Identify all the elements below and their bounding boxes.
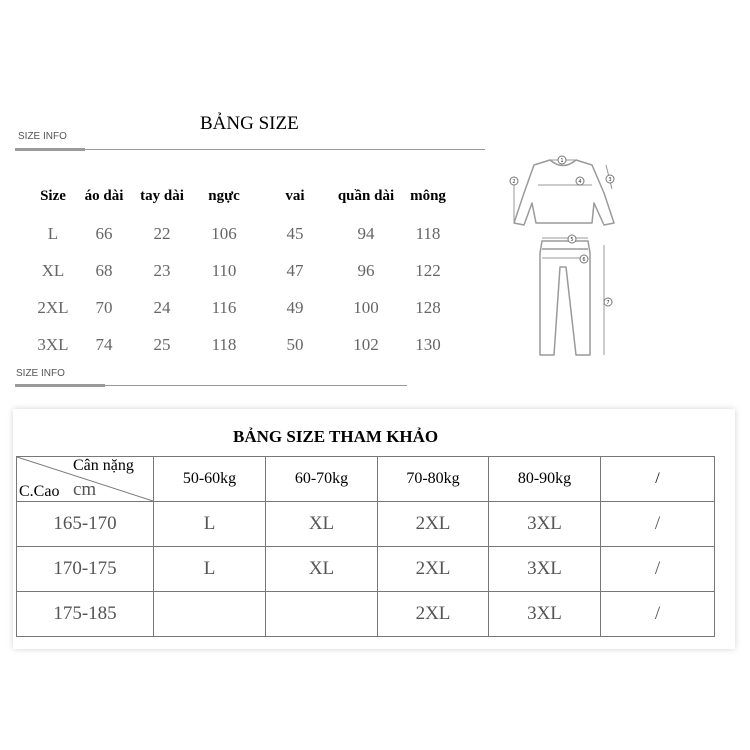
size-info-label-bottom: SIZE INFO [16, 368, 65, 379]
marker-7: 7 [606, 300, 610, 306]
weight-column-header: 70-80kg [378, 457, 489, 502]
table-cell: 96 [357, 260, 375, 280]
table-cell: 2XL [378, 592, 489, 637]
measurement-header-row [30, 178, 458, 215]
garment-measurement-diagram [500, 145, 630, 370]
table-cell: 74 [95, 334, 113, 354]
reference-table-title: BẢNG SIZE THAM KHẢO [233, 427, 439, 446]
header-sleeve-length: tay dài [140, 188, 184, 204]
table-cell: L [47, 223, 59, 243]
header-chest: ngực [208, 188, 240, 204]
table-cell: 130 [415, 334, 441, 354]
size-info-label-top: SIZE INFO [18, 131, 67, 142]
height-unit: cm [73, 479, 97, 500]
table-cell: 25 [153, 334, 171, 354]
table-cell: 122 [415, 260, 441, 280]
height-label: C.Cao [19, 483, 60, 500]
weight-column-header: 60-70kg [266, 457, 378, 502]
table-cell: 106 [211, 223, 237, 243]
header-shirt-length: áo dài [84, 188, 124, 204]
marker-6: 6 [582, 257, 586, 263]
table-cell [154, 592, 266, 637]
header-pants-length: quần dài [337, 188, 395, 204]
marker-2: 2 [512, 179, 516, 185]
reference-size-table [16, 456, 715, 637]
table-cell: 23 [153, 260, 171, 280]
table-cell: 116 [211, 297, 237, 317]
table-cell: 2XL [37, 297, 69, 317]
table-row [30, 326, 458, 363]
table-cell: 68 [95, 260, 113, 280]
table-row [30, 215, 458, 252]
table-row [17, 547, 715, 592]
table-cell: 24 [153, 297, 171, 317]
table-cell: 2XL [378, 502, 489, 547]
table-cell: 100 [353, 297, 379, 317]
table-cell: / [601, 547, 715, 592]
table-row [30, 289, 458, 326]
table-cell: 45 [286, 223, 304, 243]
table-cell: 22 [153, 223, 171, 243]
weight-column-header: / [601, 457, 715, 502]
table-cell: L [154, 547, 266, 592]
weight-column-header: 50-60kg [154, 457, 266, 502]
table-cell: 66 [95, 223, 113, 243]
header-size: Size [40, 188, 66, 204]
table-cell: 3XL [489, 502, 601, 547]
section-rule-top [85, 149, 485, 150]
section-rule-thick-top [15, 148, 85, 151]
table-cell: 3XL [489, 592, 601, 637]
table-cell: 3XL [37, 334, 69, 354]
table-cell: 3XL [489, 547, 601, 592]
table-cell: / [601, 502, 715, 547]
height-range-cell: 175-185 [17, 592, 154, 637]
measurement-table [30, 178, 458, 363]
table-cell: 47 [286, 260, 304, 280]
table-cell: 128 [415, 297, 441, 317]
marker-3: 3 [608, 177, 612, 183]
table-cell: L [154, 502, 266, 547]
marker-4: 4 [578, 179, 582, 185]
table-cell: XL [266, 547, 378, 592]
section-rule-bottom [105, 385, 407, 386]
corner-header-cell [17, 457, 154, 502]
table-row [17, 502, 715, 547]
section-rule-thick-bottom [15, 384, 105, 387]
table-cell: 110 [211, 260, 237, 280]
size-chart-title: BẢNG SIZE [200, 113, 299, 134]
table-cell: / [601, 592, 715, 637]
marker-5: 5 [570, 237, 574, 243]
height-range-cell: 170-175 [17, 547, 154, 592]
table-cell: 118 [415, 223, 441, 243]
table-cell: 118 [211, 334, 237, 354]
table-cell: 50 [286, 334, 304, 354]
reference-header-row [17, 457, 715, 502]
table-cell: 70 [95, 297, 113, 317]
marker-1: 1 [560, 158, 564, 164]
table-cell [266, 592, 378, 637]
header-hip: mông [410, 188, 446, 204]
table-cell: 49 [286, 297, 304, 317]
weight-label: Cân nặng [73, 457, 134, 474]
table-cell: XL [266, 502, 378, 547]
table-cell: 102 [353, 334, 379, 354]
table-cell: XL [41, 260, 65, 280]
table-row [17, 592, 715, 637]
height-range-cell: 165-170 [17, 502, 154, 547]
table-cell: 2XL [378, 547, 489, 592]
header-shoulder: vai [285, 188, 305, 204]
table-row [30, 252, 458, 289]
table-cell: 94 [357, 223, 375, 243]
weight-column-header: 80-90kg [489, 457, 601, 502]
